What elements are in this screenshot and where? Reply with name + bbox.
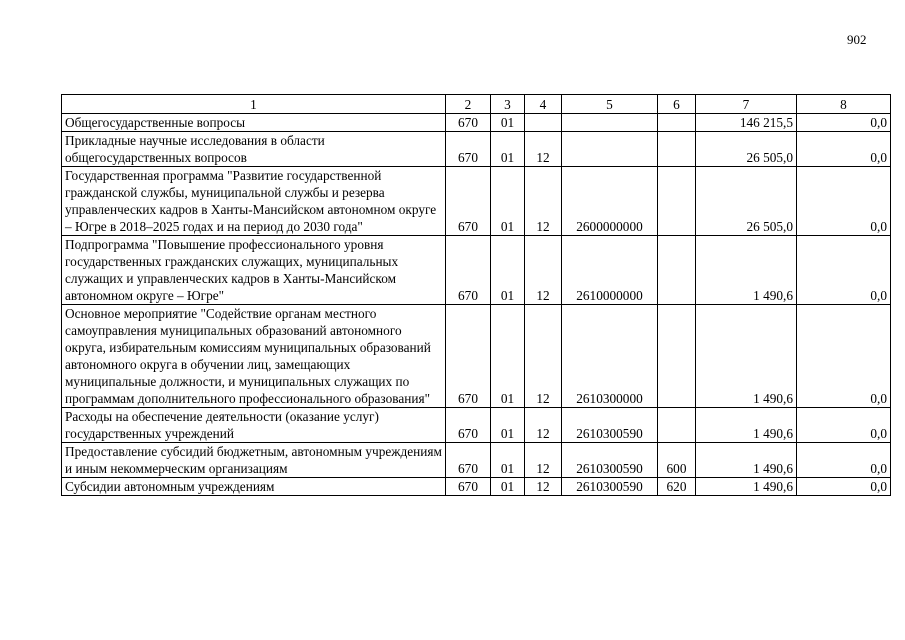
row-name: Основное мероприятие "Содействие органам местного самоуправления муниципальных образований автономного округа, избирательным комиссиям муниципальных образований автономного округа в обучении лиц, замещающих муниципальные должности, и муниципальных служащих по программам дополнительного профессионального образования": [62, 305, 446, 408]
row-col-7: 1 490,6: [696, 478, 797, 496]
row-col-5: [562, 114, 658, 132]
row-col-2: 670: [446, 408, 491, 443]
row-col-8: 0,0: [797, 114, 891, 132]
table-row: [62, 114, 891, 132]
row-col-6: [658, 236, 696, 305]
row-col-6: [658, 167, 696, 236]
budget-table: [61, 94, 891, 496]
row-col-4: 12: [525, 132, 562, 167]
row-col-2: 670: [446, 114, 491, 132]
row-col-2: 670: [446, 167, 491, 236]
row-col-3: 01: [491, 167, 525, 236]
row-col-8: 0,0: [797, 236, 891, 305]
column-header-7: 7: [696, 95, 797, 114]
column-header-1: 1: [62, 95, 446, 114]
row-col-3: 01: [491, 408, 525, 443]
row-col-4: 12: [525, 478, 562, 496]
column-header-4: 4: [525, 95, 562, 114]
row-col-3: 01: [491, 478, 525, 496]
row-name: Расходы на обеспечение деятельности (оказание услуг) государственных учреждений: [62, 408, 446, 443]
row-col-4: [525, 114, 562, 132]
row-col-6: [658, 114, 696, 132]
row-col-4: 12: [525, 167, 562, 236]
row-col-5: 2610300590: [562, 408, 658, 443]
row-col-3: 01: [491, 132, 525, 167]
row-col-7: 1 490,6: [696, 443, 797, 478]
row-col-5: 2610300000: [562, 305, 658, 408]
row-col-8: 0,0: [797, 167, 891, 236]
row-col-8: 0,0: [797, 408, 891, 443]
page-number: 902: [847, 32, 867, 47]
column-header-8: 8: [797, 95, 891, 114]
table-row: [62, 167, 891, 236]
column-header-3: 3: [491, 95, 525, 114]
row-col-6: [658, 132, 696, 167]
row-col-5: 2600000000: [562, 167, 658, 236]
row-col-3: 01: [491, 236, 525, 305]
row-col-3: 01: [491, 305, 525, 408]
row-name: Прикладные научные исследования в области общегосударственных вопросов: [62, 132, 446, 167]
row-col-2: 670: [446, 132, 491, 167]
row-col-8: 0,0: [797, 305, 891, 408]
row-name: Государственная программа "Развитие государственной гражданской службы, муниципальной службы и резерва управленческих кадров в Ханты-Мансийском автономном округе – Югре в 2018–2025 годах и на период до 2030 года": [62, 167, 446, 236]
table-row: [62, 408, 891, 443]
row-col-7: 1 490,6: [696, 408, 797, 443]
header-row: [62, 95, 891, 114]
row-col-5: 2610000000: [562, 236, 658, 305]
row-col-5: 2610300590: [562, 443, 658, 478]
row-col-5: [562, 132, 658, 167]
table-row: [62, 478, 891, 496]
row-col-6: [658, 305, 696, 408]
row-col-4: 12: [525, 305, 562, 408]
row-col-7: 1 490,6: [696, 305, 797, 408]
row-col-3: 01: [491, 443, 525, 478]
row-col-3: 01: [491, 114, 525, 132]
row-col-6: [658, 408, 696, 443]
row-col-2: 670: [446, 443, 491, 478]
row-col-8: 0,0: [797, 478, 891, 496]
table-row: [62, 132, 891, 167]
table-row: [62, 236, 891, 305]
row-col-4: 12: [525, 443, 562, 478]
column-header-6: 6: [658, 95, 696, 114]
row-col-8: 0,0: [797, 443, 891, 478]
column-header-2: 2: [446, 95, 491, 114]
row-col-7: 1 490,6: [696, 236, 797, 305]
row-col-5: 2610300590: [562, 478, 658, 496]
column-header-5: 5: [562, 95, 658, 114]
row-col-4: 12: [525, 236, 562, 305]
row-col-2: 670: [446, 305, 491, 408]
row-name: Общегосударственные вопросы: [62, 114, 446, 132]
row-name: Предоставление субсидий бюджетным, автономным учреждениям и иным некоммерческим организациям: [62, 443, 446, 478]
row-name: Подпрограмма "Повышение профессионального уровня государственных гражданских служащих, муниципальных служащих и управленческих кадров в Ханты-Мансийском автономном округе – Югре": [62, 236, 446, 305]
row-col-7: 146 215,5: [696, 114, 797, 132]
row-name: Субсидии автономным учреждениям: [62, 478, 446, 496]
row-col-7: 26 505,0: [696, 167, 797, 236]
row-col-8: 0,0: [797, 132, 891, 167]
row-col-2: 670: [446, 478, 491, 496]
table-row: [62, 305, 891, 408]
row-col-2: 670: [446, 236, 491, 305]
row-col-6: 600: [658, 443, 696, 478]
row-col-7: 26 505,0: [696, 132, 797, 167]
table-row: [62, 443, 891, 478]
row-col-4: 12: [525, 408, 562, 443]
row-col-6: 620: [658, 478, 696, 496]
